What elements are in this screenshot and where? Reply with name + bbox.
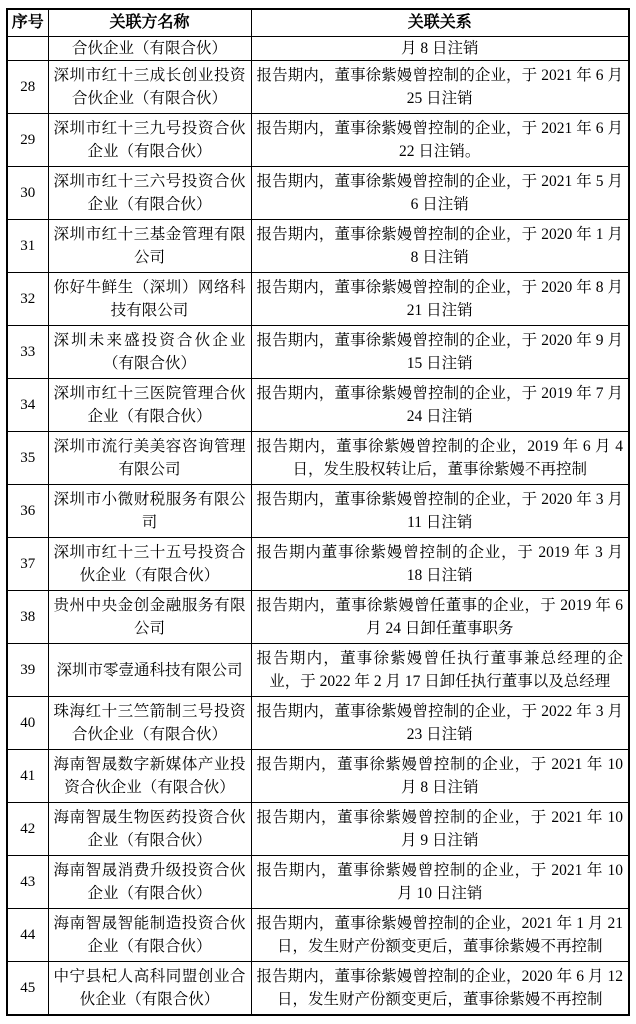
row-number-cell: 33 <box>7 326 48 379</box>
header-row <box>7 9 629 37</box>
party-name-cell: 海南智晟智能制造投资合伙企业（有限合伙） <box>48 909 251 962</box>
related-party-table <box>6 8 630 1016</box>
relation-cell: 报告期内，董事徐紫嫚曾任董事的企业，于 2019 年 6 月 24 日卸任董事职务 <box>251 591 629 644</box>
table-row <box>7 37 629 61</box>
relation-cell: 报告期内，董事徐紫嫚曾控制的企业，于 2020 年 1 月 8 日注销 <box>251 220 629 273</box>
row-number-cell: 43 <box>7 856 48 909</box>
relation-cell: 报告期内，董事徐紫嫚曾控制的企业，于 2021 年 10 月 10 日注销 <box>251 856 629 909</box>
party-name-cell: 贵州中央金创金融服务有限公司 <box>48 591 251 644</box>
table-body <box>7 37 629 1016</box>
table-row <box>7 962 629 1016</box>
party-name-cell: 深圳市红十三基金管理有限公司 <box>48 220 251 273</box>
relation-cell: 报告期内，董事徐紫嫚曾任执行董事兼总经理的企业，于 2022 年 2 月 17 日卸任执行董事以及总经理 <box>251 644 629 697</box>
header-cell-party-name: 关联方名称 <box>48 9 251 37</box>
party-name-cell: 中宁县杞人高科同盟创业合伙企业（有限合伙） <box>48 962 251 1016</box>
table-row <box>7 379 629 432</box>
table-row <box>7 61 629 114</box>
relation-cell: 报告期内，董事徐紫嫚曾控制的企业，于 2021 年 5 月 6 日注销 <box>251 167 629 220</box>
table-row <box>7 114 629 167</box>
party-name-cell: 合伙企业（有限合伙） <box>48 37 251 61</box>
party-name-cell: 海南智晟生物医药投资合伙企业（有限合伙） <box>48 803 251 856</box>
party-name-cell: 海南智晟数字新媒体产业投资合伙企业（有限合伙） <box>48 750 251 803</box>
row-number-cell: 37 <box>7 538 48 591</box>
row-number-cell: 30 <box>7 167 48 220</box>
relation-cell: 报告期内，董事徐紫嫚曾控制的企业，2021 年 1 月 21 日，发生财产份额变更后，董事徐紫嫚不再控制 <box>251 909 629 962</box>
table-row <box>7 750 629 803</box>
row-number-cell: 39 <box>7 644 48 697</box>
relation-cell: 报告期内，董事徐紫嫚曾控制的企业，于 2022 年 3 月 23 日注销 <box>251 697 629 750</box>
party-name-cell: 深圳市小微财税服务有限公司 <box>48 485 251 538</box>
party-name-cell: 深圳市红十三医院管理合伙企业（有限合伙） <box>48 379 251 432</box>
party-name-cell: 深圳市红十三六号投资合伙企业（有限合伙） <box>48 167 251 220</box>
row-number-cell: 40 <box>7 697 48 750</box>
party-name-cell: 深圳市零壹通科技有限公司 <box>48 644 251 697</box>
table-row <box>7 485 629 538</box>
row-number-cell: 32 <box>7 273 48 326</box>
party-name-cell: 深圳市红十三成长创业投资合伙企业（有限合伙） <box>48 61 251 114</box>
table-row <box>7 803 629 856</box>
row-number-cell: 28 <box>7 61 48 114</box>
row-number-cell: 31 <box>7 220 48 273</box>
header-cell-relation: 关联关系 <box>251 9 629 37</box>
relation-cell: 报告期内，董事徐紫嫚曾控制的企业，于 2020 年 8 月 21 日注销 <box>251 273 629 326</box>
party-name-cell: 深圳市流行美美容咨询管理有限公司 <box>48 432 251 485</box>
relation-cell: 报告期内，董事徐紫嫚曾控制的企业，于 2021 年 6 月 22 日注销。 <box>251 114 629 167</box>
table-row <box>7 432 629 485</box>
document-page <box>6 8 628 1016</box>
row-number-cell <box>7 37 48 61</box>
relation-cell: 报告期内，董事徐紫嫚曾控制的企业，2019 年 6 月 4 日，发生股权转让后，董事徐紫嫚不再控制 <box>251 432 629 485</box>
party-name-cell: 你好牛鲜生（深圳）网络科技有限公司 <box>48 273 251 326</box>
party-name-cell: 深圳市红十三十五号投资合伙企业（有限合伙） <box>48 538 251 591</box>
table-row <box>7 538 629 591</box>
relation-cell: 报告期内，董事徐紫嫚曾控制的企业，于 2019 年 7 月 24 日注销 <box>251 379 629 432</box>
party-name-cell: 海南智晟消费升级投资合伙企业（有限合伙） <box>48 856 251 909</box>
row-number-cell: 38 <box>7 591 48 644</box>
table-row <box>7 856 629 909</box>
table-row <box>7 909 629 962</box>
party-name-cell: 深圳未来盛投资合伙企业（有限合伙） <box>48 326 251 379</box>
row-number-cell: 35 <box>7 432 48 485</box>
relation-cell: 报告期内董事徐紫嫚曾控制的企业，于 2019 年 3 月 18 日注销 <box>251 538 629 591</box>
table-row <box>7 273 629 326</box>
table-row <box>7 167 629 220</box>
party-name-cell: 珠海红十三竺箭制三号投资合伙企业（有限合伙） <box>48 697 251 750</box>
relation-cell: 报告期内，董事徐紫嫚曾控制的企业，于 2021 年 6 月 25 日注销 <box>251 61 629 114</box>
relation-cell: 报告期内，董事徐紫嫚曾控制的企业，于 2021 年 10 月 8 日注销 <box>251 750 629 803</box>
header-cell-no: 序号 <box>7 9 48 37</box>
relation-cell: 报告期内，董事徐紫嫚曾控制的企业，于 2020 年 3 月 11 日注销 <box>251 485 629 538</box>
table-row <box>7 591 629 644</box>
row-number-cell: 42 <box>7 803 48 856</box>
table-row <box>7 697 629 750</box>
row-number-cell: 44 <box>7 909 48 962</box>
party-name-cell: 深圳市红十三九号投资合伙企业（有限合伙） <box>48 114 251 167</box>
relation-cell: 报告期内，董事徐紫嫚曾控制的企业，2020 年 6 月 12 日，发生财产份额变更后，董事徐紫嫚不再控制 <box>251 962 629 1016</box>
row-number-cell: 45 <box>7 962 48 1016</box>
relation-cell: 月 8 日注销 <box>251 37 629 61</box>
relation-cell: 报告期内，董事徐紫嫚曾控制的企业，于 2021 年 10 月 9 日注销 <box>251 803 629 856</box>
table-header <box>7 9 629 37</box>
row-number-cell: 41 <box>7 750 48 803</box>
table-row <box>7 644 629 697</box>
row-number-cell: 36 <box>7 485 48 538</box>
row-number-cell: 34 <box>7 379 48 432</box>
row-number-cell: 29 <box>7 114 48 167</box>
relation-cell: 报告期内，董事徐紫嫚曾控制的企业，于 2020 年 9 月 15 日注销 <box>251 326 629 379</box>
table-row <box>7 220 629 273</box>
table-row <box>7 326 629 379</box>
